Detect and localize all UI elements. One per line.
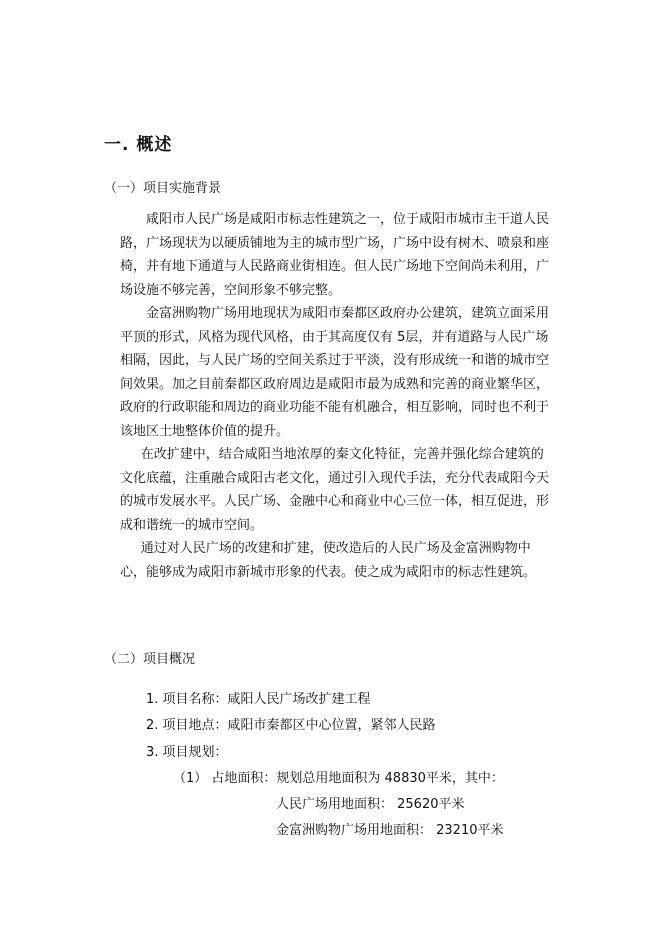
area-line: 人民广场用地面积： 25620平米 bbox=[276, 797, 465, 812]
list-item: 2. 项目地点：咸阳市秦都区中心位置，紧邻人民路 bbox=[146, 718, 436, 733]
area-line: 金富洲购物广场用地面积： 23210平米 bbox=[276, 823, 504, 838]
sub-list-item: （1） 占地面积：规划总用地面积为 48830平米，其中： bbox=[173, 771, 504, 786]
page-heading: 一. 概述 bbox=[104, 135, 173, 155]
list-item: 3. 项目规划： bbox=[146, 745, 228, 760]
paragraph: 金富洲购物广场用地现状为咸阳市秦都区政府办公建筑，建筑立面采用平顶的形式，风格为现代风格，由于其高度仅有 5层，并有道路与人民广场相隔，因此，与人民广场的空间关系过于平淡，没有形成统一和谐的城市空间效果。加之目前秦都区政府周边是咸阳市最为成熟和完善的商业繁华区，政府的行政职能和周边的商业功能不能有机融合，相互影响，同时也不利于该地区土地整体价值的提升。 bbox=[120, 306, 550, 439]
paragraph: 通过对人民广场的改建和扩建，使改造后的人民广场及金富洲购物中心，能够成为咸阳市新城市形象的代表。使之成为咸阳市的标志性建筑。 bbox=[120, 541, 537, 580]
paragraph: 咸阳市人民广场是咸阳市标志性建筑之一，位于咸阳市城市主干道人民路，广场现状为以硬质铺地为主的城市型广场，广场中设有树木、喷泉和座椅，并有地下通道与人民路商业街相连。但人民广场地下空间尚未利用，广场设施不够完善，空间形象不够完整。 bbox=[120, 212, 550, 298]
section-title-background: （一）项目实施背景 bbox=[104, 181, 222, 196]
paragraph: 在改扩建中，结合咸阳当地浓厚的秦文化特征，完善并强化综合建筑的文化底蕴，注重融合咸阳古老文化，通过引入现代手法，充分代表咸阳今天的城市发展水平。人民广场、金融中心和商业中心三位一体，相互促进，形成和谐统一的城市空间。 bbox=[120, 447, 550, 533]
list-item: 1. 项目名称：咸阳人民广场改扩建工程 bbox=[146, 692, 371, 707]
section-title-overview: （二）项目概况 bbox=[104, 652, 196, 667]
background-body bbox=[120, 208, 550, 584]
